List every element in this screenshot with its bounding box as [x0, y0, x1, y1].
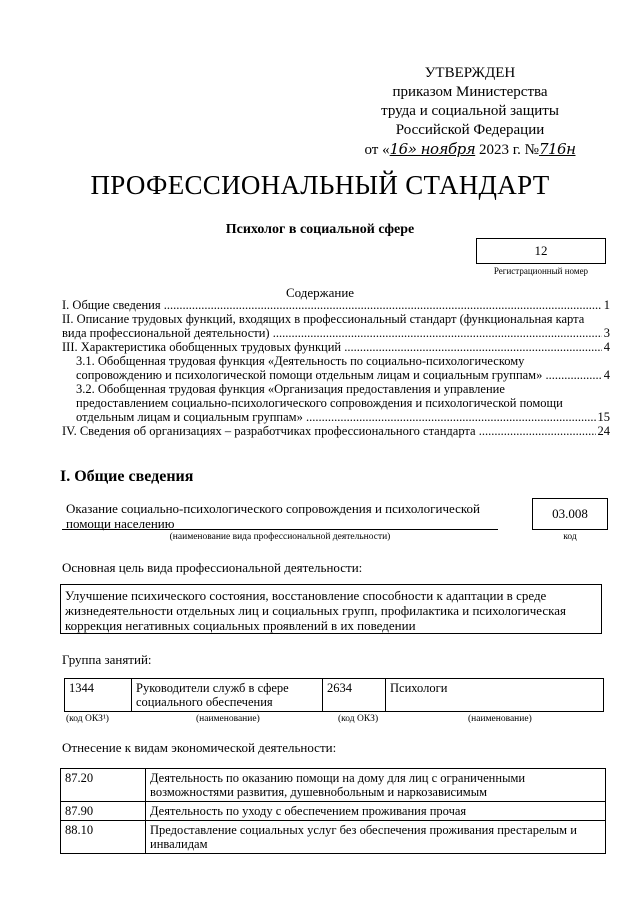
- toc-item-page: 1: [603, 298, 610, 312]
- goal-line-2: жизнедеятельности отдельных лиц и социальных групп, профилактика и психологическая: [65, 603, 567, 618]
- toc-heading: Содержание: [285, 285, 355, 300]
- toc-item[interactable]: [62, 354, 610, 382]
- econ-activity-table: [60, 768, 606, 854]
- econ-code: 87.20: [61, 769, 146, 802]
- approval-line-3: труда и социальной защиты: [381, 103, 559, 119]
- group-caption-code-1: (код ОКЗ¹): [66, 714, 109, 724]
- date-prefix: от «: [364, 142, 390, 158]
- toc-item[interactable]: [62, 312, 610, 340]
- activity-line-2: помощи населению: [66, 516, 175, 531]
- toc-item-text: вида профессиональной деятельности) .....: [62, 326, 602, 340]
- occupation-group-table: [64, 678, 604, 712]
- activity-caption: (наименование вида профессиональной деятельности): [169, 532, 391, 542]
- toc-item-text: III. Характеристика обобщенных трудовых функций .....: [62, 340, 602, 354]
- econ-name: Деятельность по оказанию помощи на дому для лиц с ограниченными возможностями развития, душевнобольным и наркозависимым: [146, 769, 606, 802]
- econ-name: Деятельность по уходу с обеспечением проживания прочая: [146, 802, 606, 821]
- toc-item[interactable]: [62, 424, 610, 438]
- econ-name: Предоставление социальных услуг без обеспечения проживания престарелым и инвалидам: [146, 821, 606, 854]
- handwritten-number: 716н: [538, 140, 576, 158]
- group-caption-code-2: (код ОКЗ): [338, 714, 379, 724]
- toc-item-text: IV. Сведения об организациях – разработчиках профессионального стандарта .....: [62, 424, 596, 438]
- econ-code: 88.10: [61, 821, 146, 854]
- approval-date-line: [340, 140, 600, 160]
- toc-item-page: 15: [597, 410, 610, 424]
- document-subtitle: Психолог в социальной сфере: [225, 222, 415, 237]
- toc-item-text-line: предоставлением социально-психологического сопровождения и психологической помощи: [76, 396, 563, 410]
- group-name-1: Руководители служб в сфере социального обеспечения: [132, 679, 323, 712]
- goal-box: [60, 584, 602, 634]
- code-caption: код: [563, 532, 577, 542]
- group-caption-name-2: (наименование): [468, 714, 532, 724]
- registration-caption: Регистрационный номер: [493, 266, 589, 276]
- toc-item-page: 4: [603, 368, 610, 382]
- toc-item-text: отдельным лицам и социальным группам» .....: [76, 410, 596, 424]
- toc-item[interactable]: [62, 298, 610, 312]
- toc-item-text: сопровождению и психологической помощи отдельным лицам и социальным группам» .....: [76, 368, 602, 382]
- toc-item[interactable]: [62, 382, 610, 424]
- toc-item-page: 24: [597, 424, 610, 438]
- document-title: ПРОФЕССИОНАЛЬНЫЙ СТАНДАРТ: [90, 170, 550, 200]
- section-heading: I. Общие сведения: [60, 468, 194, 485]
- table-row: [65, 679, 604, 712]
- goal-line-3: коррекция негативных социальных проявлений в их поведении: [65, 618, 416, 633]
- econ-code: 87.90: [61, 802, 146, 821]
- group-code-1: 1344: [65, 679, 132, 712]
- registration-number-box: 12: [476, 238, 606, 264]
- table-of-contents: [62, 298, 610, 438]
- toc-item[interactable]: [62, 340, 610, 354]
- group-name-2: Психологи: [386, 679, 604, 712]
- toc-item-page: 3: [603, 326, 610, 340]
- group-caption-name-1: (наименование): [196, 714, 260, 724]
- econ-label: Отнесение к видам экономической деятельности:: [62, 740, 337, 755]
- table-row: [61, 821, 606, 854]
- group-code-2: 2634: [323, 679, 386, 712]
- toc-item-text: I. Общие сведения .....: [62, 298, 602, 312]
- date-year: 2023 г. №: [478, 142, 539, 158]
- goal-label: Основная цель вида профессиональной деятельности:: [62, 560, 363, 575]
- activity-underline: [62, 529, 498, 530]
- table-row: [61, 802, 606, 821]
- toc-item-text-line: 3.1. Обобщенная трудовая функция «Деятельность по социально-психологическому: [76, 354, 525, 368]
- toc-item-page: 4: [603, 340, 610, 354]
- approval-line-2: приказом Министерства: [392, 84, 548, 100]
- activity-code-box: 03.008: [532, 498, 608, 530]
- toc-item-text-line: 3.2. Обобщенная трудовая функция «Организация предоставления и управление: [76, 382, 505, 396]
- approval-line-1: УТВЕРЖДЕН: [424, 65, 516, 81]
- activity-name: [66, 501, 506, 531]
- goal-line-1: Улучшение психического состояния, восстановление способности к адаптации в среде: [65, 588, 547, 603]
- toc-item-text-line: II. Описание трудовых функций, входящих в профессиональный стандарт (функциональная карта: [62, 312, 585, 326]
- group-label: Группа занятий:: [62, 652, 152, 667]
- handwritten-date: 16» ноября: [389, 140, 476, 158]
- approval-line-4: Российской Федерации: [395, 122, 545, 138]
- activity-line-1: Оказание социально-психологического сопровождения и психологической: [66, 501, 480, 516]
- approval-block: [340, 64, 600, 160]
- table-row: [61, 769, 606, 802]
